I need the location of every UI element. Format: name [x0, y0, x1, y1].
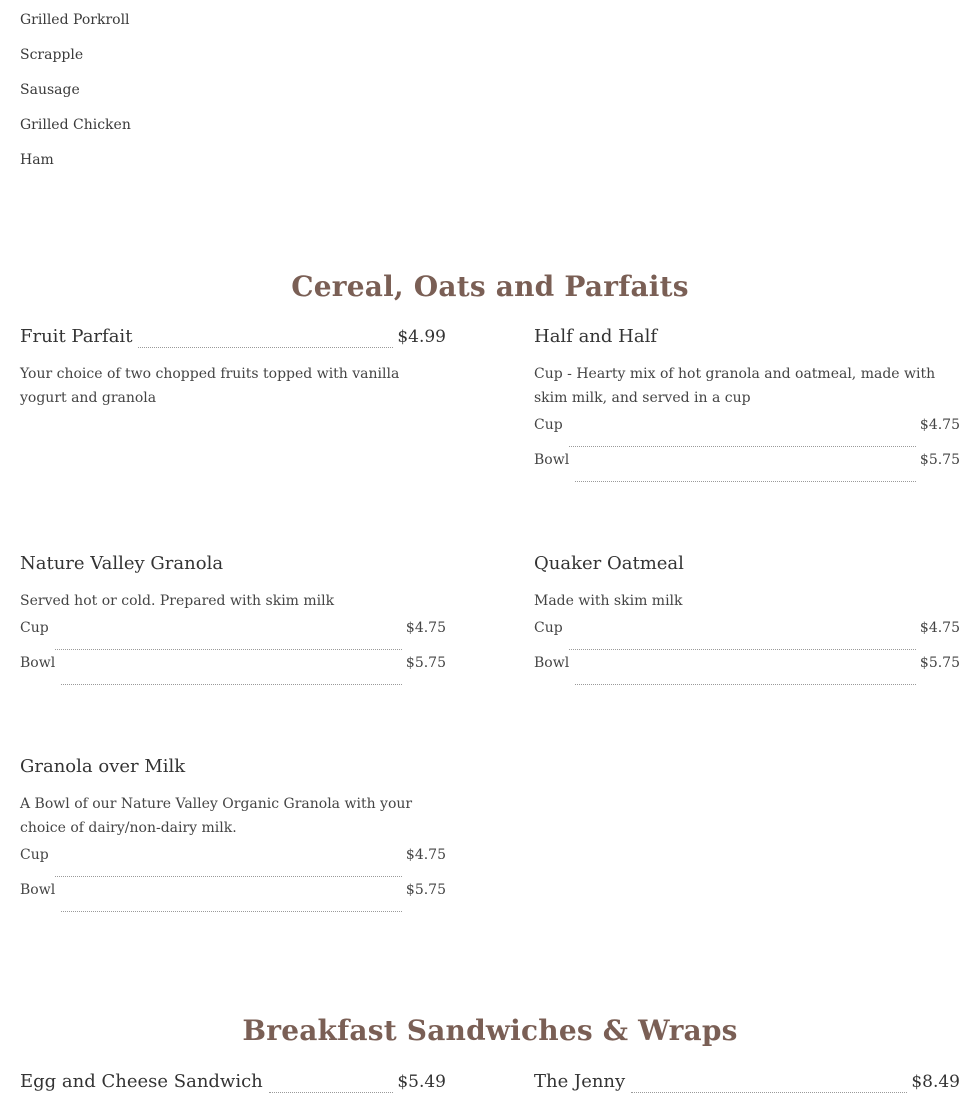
option-price: $5.75	[919, 655, 960, 671]
dot-leader	[631, 1092, 907, 1093]
size-option-bowl	[534, 452, 960, 487]
item-name: The Jenny	[534, 1071, 626, 1092]
list-item-ham: Ham	[20, 152, 54, 168]
section-title-sandwiches: Breakfast Sandwiches & Wraps	[242, 1014, 738, 1047]
dot-leader	[55, 649, 402, 650]
list-item-grilled-porkroll: Grilled Porkroll	[20, 12, 130, 28]
item-description: A Bowl of our Nature Valley Organic Granola with your choice of dairy/non-dairy milk.	[20, 796, 413, 836]
menu-item-the-jenny	[534, 1071, 960, 1097]
size-option-cup	[534, 620, 960, 655]
size-option-bowl	[20, 882, 446, 917]
dot-leader	[61, 911, 402, 912]
list-item-sausage: Sausage	[20, 82, 80, 98]
option-label: Bowl	[534, 452, 570, 468]
item-description: Your choice of two chopped fruits topped with vanilla yogurt and granola	[20, 366, 400, 406]
option-label: Cup	[20, 620, 49, 636]
option-label: Bowl	[20, 882, 56, 898]
item-description: Made with skim milk	[534, 593, 683, 609]
dot-leader	[269, 1092, 394, 1093]
item-description: Cup - Hearty mix of hot granola and oatmeal, made with skim milk, and served in a cup	[534, 366, 936, 406]
menu-item-half-and-half	[534, 326, 960, 487]
option-price: $4.75	[405, 847, 446, 863]
option-label: Cup	[534, 417, 563, 433]
item-price: $5.49	[397, 1072, 446, 1092]
option-label: Cup	[20, 847, 49, 863]
option-price: $4.75	[919, 417, 960, 433]
dot-leader	[61, 684, 402, 685]
option-label: Bowl	[20, 655, 56, 671]
option-price: $4.75	[919, 620, 960, 636]
option-price: $5.75	[405, 655, 446, 671]
item-price: $4.99	[397, 327, 446, 347]
item-name: Half and Half	[534, 326, 657, 347]
option-price: $5.75	[405, 882, 446, 898]
menu-item-egg-and-cheese-sandwich	[20, 1071, 446, 1097]
list-item-scrapple: Scrapple	[20, 47, 84, 63]
menu-item-granola-over-milk	[20, 756, 446, 917]
section-title-cereal: Cereal, Oats and Parfaits	[291, 270, 689, 303]
menu-item-quaker-oatmeal	[534, 553, 960, 690]
dot-leader	[138, 347, 393, 348]
size-option-cup	[20, 620, 446, 655]
item-name: Nature Valley Granola	[20, 553, 224, 574]
item-description: Served hot or cold. Prepared with skim milk	[20, 593, 335, 609]
dot-leader	[575, 684, 916, 685]
item-name: Granola over Milk	[20, 756, 186, 777]
dot-leader	[575, 481, 916, 482]
size-option-cup	[534, 417, 960, 452]
item-price: $8.49	[911, 1072, 960, 1092]
list-item-grilled-chicken: Grilled Chicken	[20, 117, 131, 133]
menu-item-nature-valley-granola	[20, 553, 446, 690]
dot-leader	[569, 446, 916, 447]
item-name: Fruit Parfait	[20, 326, 133, 347]
size-option-cup	[20, 847, 446, 882]
option-price: $5.75	[919, 452, 960, 468]
option-label: Cup	[534, 620, 563, 636]
dot-leader	[55, 876, 402, 877]
dot-leader	[569, 649, 916, 650]
size-option-bowl	[20, 655, 446, 690]
item-name: Quaker Oatmeal	[534, 553, 684, 574]
option-label: Bowl	[534, 655, 570, 671]
size-option-bowl	[534, 655, 960, 690]
option-price: $4.75	[405, 620, 446, 636]
item-name: Egg and Cheese Sandwich	[20, 1071, 263, 1092]
menu-item-fruit-parfait	[20, 326, 446, 410]
